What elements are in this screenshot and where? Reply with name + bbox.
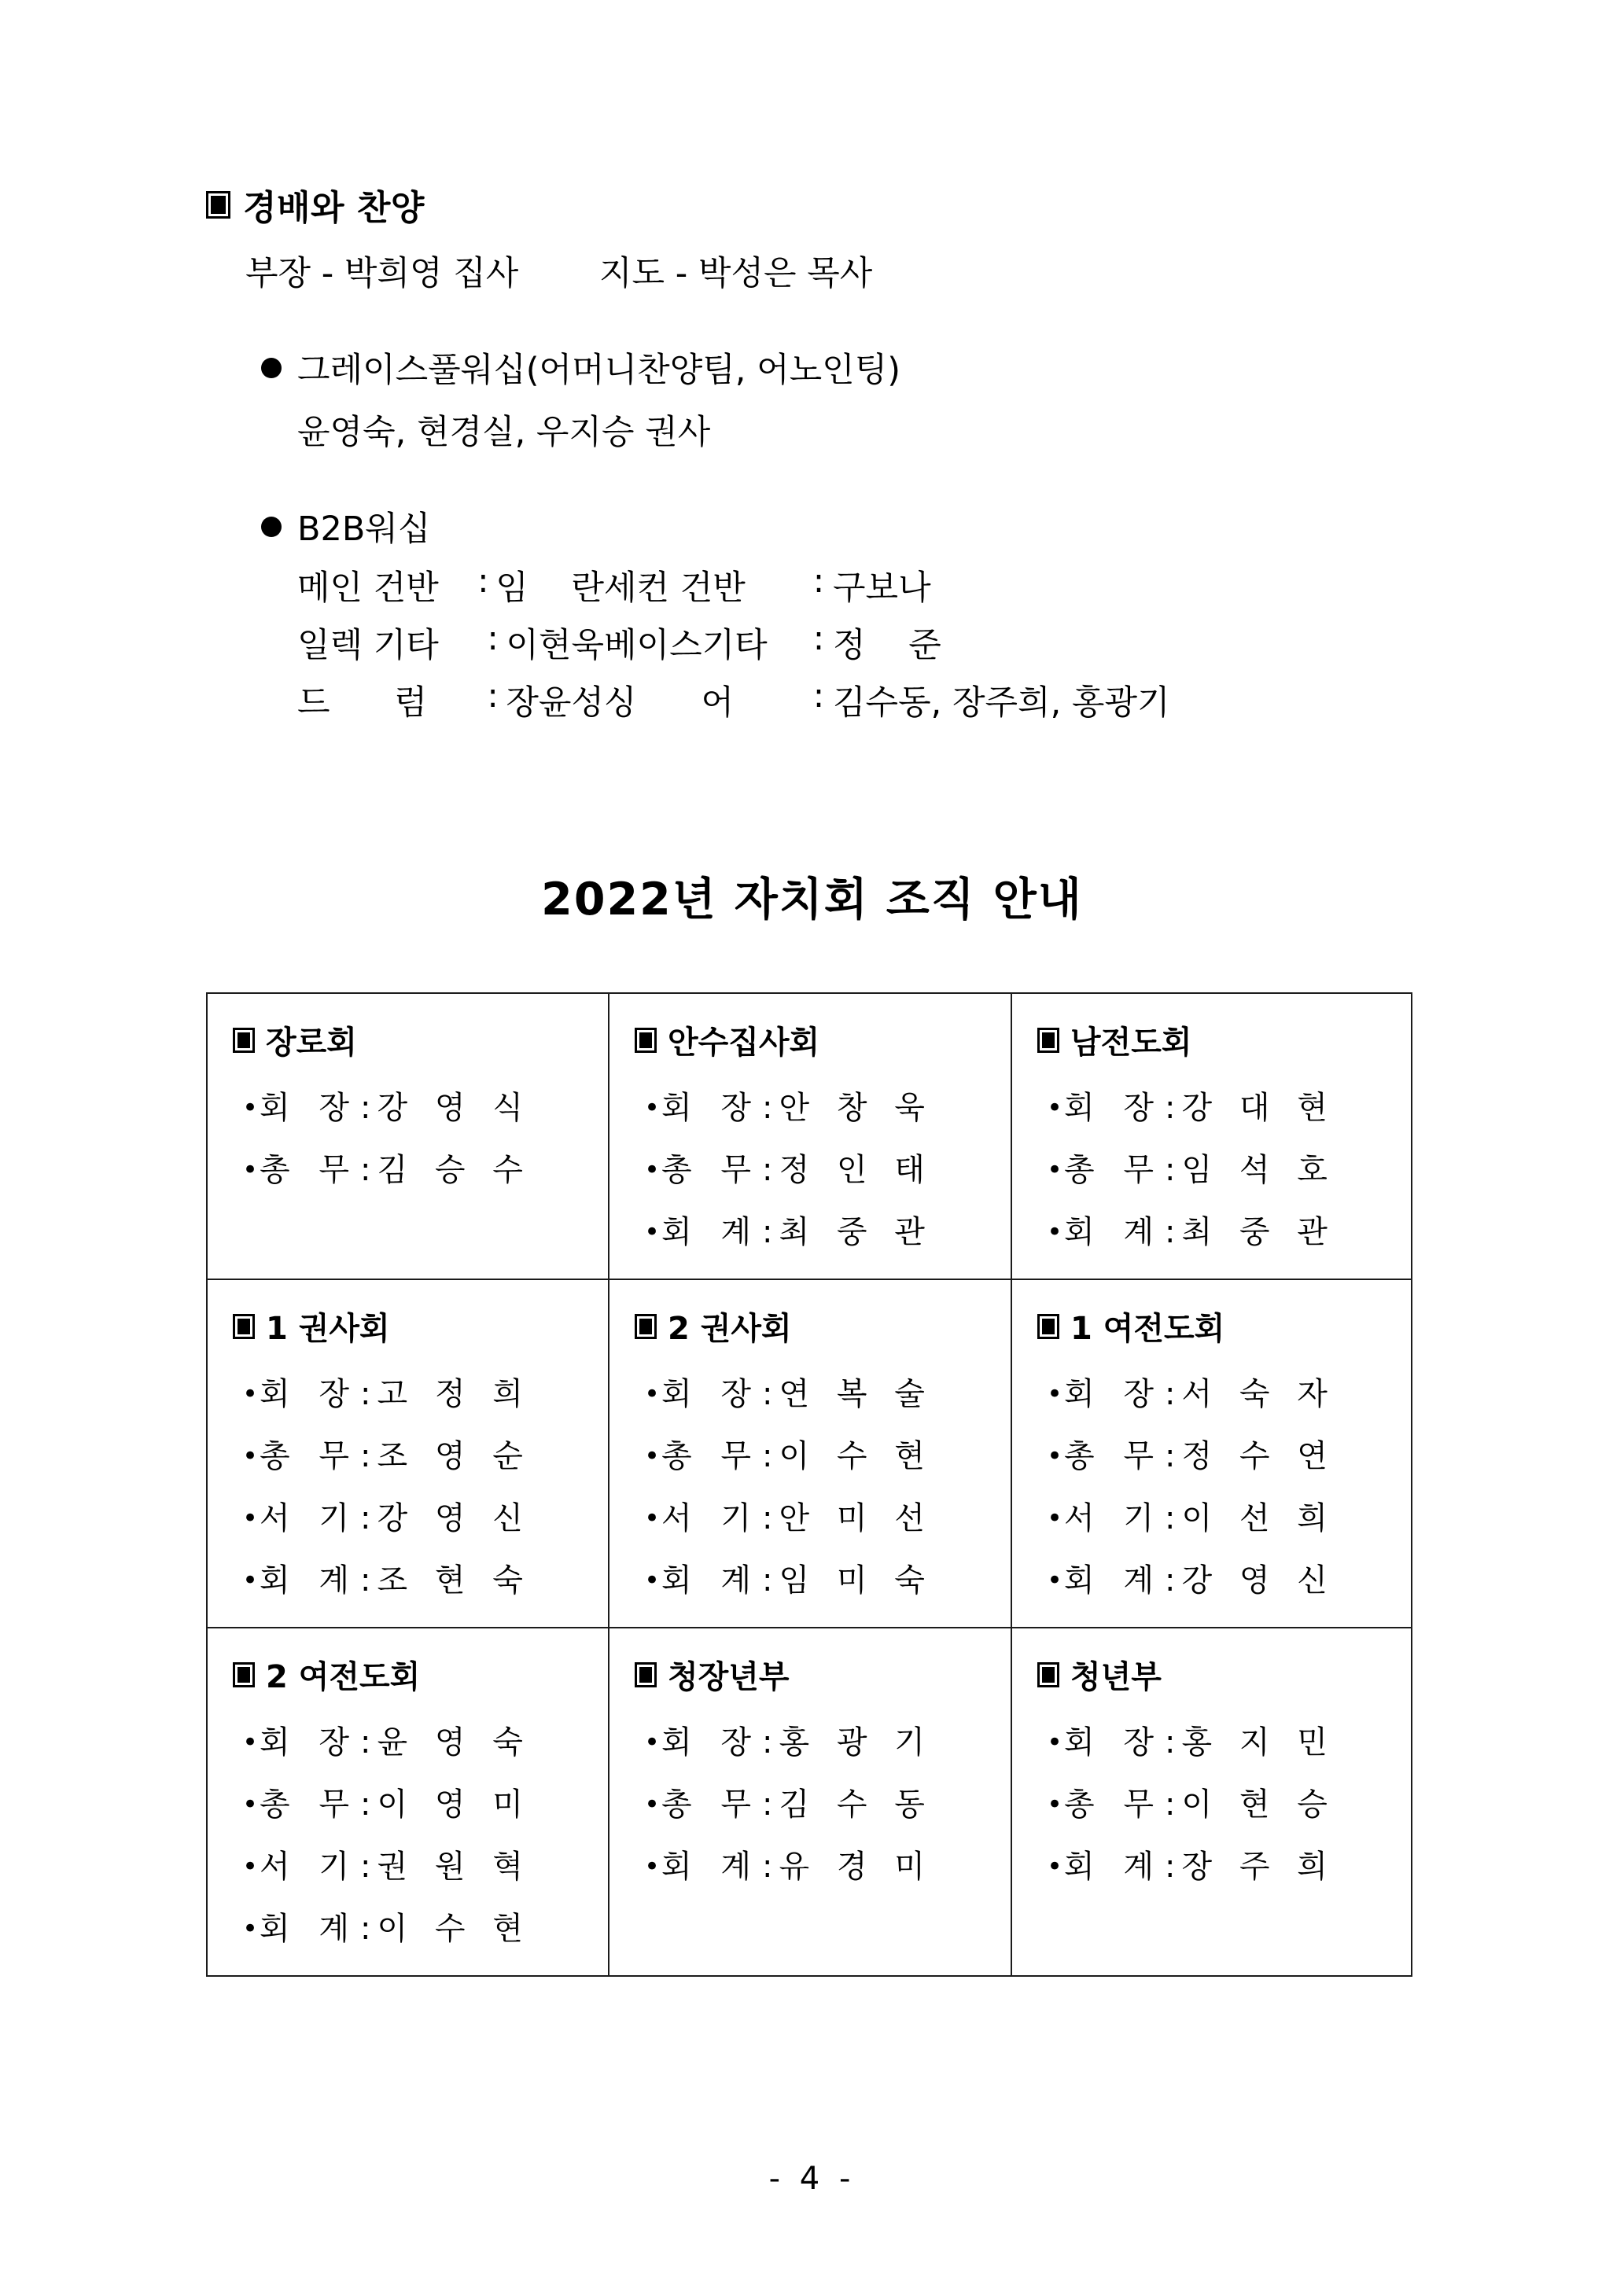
member-name: 서 숙 자	[1181, 1376, 1336, 1412]
list-item	[644, 1717, 1011, 1762]
org-cell-heading	[635, 1017, 1011, 1062]
org-cell-title: 1 권사회	[266, 1311, 390, 1347]
org-cell-jangrohoe	[207, 993, 609, 1279]
list-item	[242, 1369, 608, 1414]
member-name: 이 영 미	[377, 1786, 532, 1823]
org-cell-title: 안수집사회	[668, 1025, 820, 1061]
list-item	[242, 1842, 608, 1886]
member-name: 강 영 식	[377, 1090, 532, 1126]
member-separator: :	[1165, 1438, 1176, 1474]
list-item	[1047, 1842, 1411, 1886]
member-separator: :	[360, 1849, 371, 1885]
member-role: 총 무	[1064, 1438, 1163, 1474]
b2b-role-colon: :	[477, 561, 489, 601]
b2b-role-person: 김수동, 장주희, 홍광기	[833, 683, 1170, 723]
member-separator: :	[1165, 1786, 1176, 1823]
list-item	[242, 1779, 608, 1824]
member-separator: :	[762, 1500, 773, 1536]
bullet-dot-icon: •	[242, 1851, 259, 1882]
bullet-dot-icon: •	[1047, 1503, 1063, 1534]
org-cell-heading	[1037, 1652, 1411, 1697]
filled-square-marker-icon	[635, 1028, 657, 1053]
bullet-dot-icon: •	[1047, 1851, 1063, 1882]
b2b-role-label: 베이스기타	[604, 626, 768, 665]
member-name: 안 창 욱	[779, 1090, 934, 1126]
b2b-role-row	[297, 561, 1624, 609]
list-item	[242, 1493, 608, 1538]
b2b-role-row	[297, 619, 1624, 667]
member-separator: :	[360, 1090, 371, 1126]
worship-group-graceful-title: 그레이스풀워십(어머니찬양팀, 어노인팅)	[297, 351, 901, 390]
list-item	[1047, 1083, 1411, 1128]
member-name: 유 경 미	[779, 1849, 934, 1885]
b2b-role-main-keyboard	[297, 561, 604, 609]
member-separator: :	[1165, 1090, 1176, 1126]
bullet-dot-icon: •	[1047, 1092, 1063, 1124]
b2b-role-label: 일렉 기타	[297, 626, 439, 665]
member-role: 서 기	[260, 1849, 359, 1885]
member-separator: :	[360, 1152, 371, 1188]
member-name: 김 승 수	[377, 1152, 532, 1188]
list-item	[644, 1431, 1011, 1476]
bullet-dot-icon: •	[242, 1378, 259, 1410]
member-name: 이 수 현	[779, 1438, 934, 1474]
b2b-role-label: 드 럼	[297, 683, 428, 723]
bullet-dot-icon: •	[242, 1727, 259, 1758]
member-role: 회 계	[260, 1911, 359, 1947]
member-separator: :	[360, 1438, 371, 1474]
member-role: 회 장	[260, 1090, 359, 1126]
member-separator: :	[762, 1562, 773, 1599]
list-item	[1047, 1369, 1411, 1414]
filled-square-marker-icon	[233, 1314, 255, 1339]
member-role: 총 무	[661, 1152, 760, 1188]
member-name: 장 주 희	[1181, 1849, 1336, 1885]
member-separator: :	[762, 1376, 773, 1412]
member-separator: :	[1165, 1376, 1176, 1412]
member-role: 회 장	[1064, 1090, 1163, 1126]
bullet-dot-icon: •	[1047, 1789, 1063, 1820]
bullet-dot-icon: •	[1047, 1441, 1063, 1472]
member-name: 강 영 신	[377, 1500, 532, 1536]
org-cell-title: 청장년부	[668, 1659, 790, 1695]
bullet-dot-icon: •	[1047, 1727, 1063, 1758]
member-role: 회 계	[1064, 1849, 1163, 1885]
list-item	[242, 1431, 608, 1476]
org-member-list	[1047, 1369, 1411, 1600]
member-role: 서 기	[661, 1500, 760, 1536]
b2b-role-colon: :	[487, 676, 499, 716]
bullet-dot-icon: •	[242, 1565, 259, 1596]
org-cell-heading	[1037, 1304, 1411, 1349]
filled-square-marker-icon	[635, 1314, 657, 1339]
member-role: 회 계	[1064, 1562, 1163, 1599]
b2b-role-second-keyboard	[604, 561, 931, 609]
member-name: 홍 지 민	[1181, 1724, 1336, 1761]
worship-group-graceful-members: 윤영숙, 현경실, 우지승 권사	[297, 413, 711, 452]
filled-square-marker-icon	[233, 1662, 255, 1687]
member-role: 회 장	[661, 1724, 760, 1761]
b2b-role-electric-guitar	[297, 619, 604, 667]
org-cell-heading	[233, 1017, 608, 1062]
member-separator: :	[762, 1849, 773, 1885]
org-cell-title: 청년부	[1070, 1659, 1162, 1695]
filled-circle-bullet-icon	[261, 358, 282, 378]
org-member-list	[644, 1369, 1011, 1600]
org-cell-ansujipsahoe	[609, 993, 1011, 1279]
member-role: 회 계	[661, 1849, 760, 1885]
org-cell-2-yeojeondohoe	[207, 1628, 609, 1976]
member-name: 윤 영 숙	[377, 1724, 532, 1761]
worship-group-b2b	[0, 502, 1624, 724]
list-item	[1047, 1555, 1411, 1600]
b2b-role-row	[297, 676, 1624, 724]
worship-section-heading	[206, 179, 1624, 230]
member-name: 임 석 호	[1181, 1152, 1336, 1188]
member-role: 총 무	[661, 1438, 760, 1474]
org-cell-heading	[635, 1652, 1011, 1697]
member-name: 연 복 술	[779, 1376, 934, 1412]
worship-group-b2b-title: B2B워십	[297, 510, 431, 549]
member-role: 총 무	[260, 1786, 359, 1823]
org-cell-heading	[233, 1304, 608, 1349]
org-cell-1-yeojeondohoe	[1011, 1279, 1412, 1628]
worship-section	[0, 179, 1624, 724]
table-row	[207, 1279, 1412, 1628]
b2b-role-colon: :	[812, 619, 825, 658]
list-item	[1047, 1493, 1411, 1538]
member-name: 고 정 희	[377, 1376, 532, 1412]
member-role: 회 계	[661, 1214, 760, 1250]
bullet-dot-icon: •	[1047, 1565, 1063, 1596]
member-separator: :	[360, 1500, 371, 1536]
org-cell-title: 남전도회	[1070, 1025, 1192, 1061]
page-number-footer: - 4 -	[768, 2161, 856, 2197]
member-name: 이 선 희	[1181, 1500, 1336, 1536]
member-role: 총 무	[1064, 1786, 1163, 1823]
b2b-role-colon: :	[812, 561, 825, 601]
bullet-dot-icon: •	[242, 1913, 259, 1945]
member-name: 정 수 연	[1181, 1438, 1336, 1474]
member-separator: :	[1165, 1214, 1176, 1250]
page-title: 2022년 자치회 조직 안내	[541, 874, 1083, 926]
list-item	[644, 1145, 1011, 1190]
member-name: 김 수 동	[779, 1786, 934, 1823]
org-member-list	[1047, 1083, 1411, 1252]
list-item	[242, 1145, 608, 1190]
member-name: 홍 광 기	[779, 1724, 934, 1761]
list-item	[1047, 1717, 1411, 1762]
member-name: 권 원 혁	[377, 1849, 532, 1885]
b2b-role-person: 구보나	[833, 568, 931, 608]
member-role: 총 무	[260, 1438, 359, 1474]
bullet-dot-icon: •	[644, 1216, 661, 1248]
list-item	[242, 1555, 608, 1600]
member-separator: :	[762, 1214, 773, 1250]
org-cell-1-gwonsahoe	[207, 1279, 609, 1628]
org-cell-title: 1 여전도회	[1070, 1311, 1225, 1347]
b2b-role-drums	[297, 676, 604, 724]
list-item	[242, 1904, 608, 1948]
bullet-dot-icon: •	[644, 1789, 661, 1820]
bullet-dot-icon: •	[644, 1851, 661, 1882]
org-cell-cheongjangnyeonbu	[609, 1628, 1011, 1976]
b2b-role-label: 세컨 건반	[604, 568, 746, 608]
member-name: 이 현 승	[1181, 1786, 1336, 1823]
filled-square-marker-icon	[233, 1028, 255, 1053]
filled-circle-bullet-icon	[261, 517, 282, 537]
list-item	[1047, 1779, 1411, 1824]
member-separator: :	[762, 1152, 773, 1188]
member-name: 조 현 숙	[377, 1562, 532, 1599]
list-item	[242, 1717, 608, 1762]
b2b-role-person: 장윤성	[506, 683, 604, 723]
member-role: 총 무	[661, 1786, 760, 1823]
b2b-role-colon: :	[812, 676, 825, 716]
member-name: 임 미 숙	[779, 1562, 934, 1599]
filled-square-marker-icon	[1037, 1662, 1059, 1687]
member-separator: :	[762, 1786, 773, 1823]
table-row	[207, 1628, 1412, 1976]
member-role: 회 계	[260, 1562, 359, 1599]
member-name: 이 수 현	[377, 1911, 532, 1947]
member-role: 서 기	[1064, 1500, 1163, 1536]
member-separator: :	[360, 1786, 371, 1823]
list-item	[644, 1083, 1011, 1128]
member-role: 회 계	[661, 1562, 760, 1599]
list-item	[1047, 1431, 1411, 1476]
member-role: 회 장	[260, 1724, 359, 1761]
b2b-role-bass-guitar	[604, 619, 941, 667]
member-name: 강 영 신	[1181, 1562, 1336, 1599]
b2b-roles-list	[297, 561, 1624, 724]
bullet-dot-icon: •	[1047, 1216, 1063, 1248]
member-separator: :	[1165, 1152, 1176, 1188]
list-item	[644, 1369, 1011, 1414]
worship-leadership-line	[245, 247, 1624, 295]
b2b-role-person: 임 란	[495, 568, 604, 608]
b2b-role-label: 메인 건반	[297, 568, 439, 608]
list-item	[644, 1555, 1011, 1600]
bullet-dot-icon: •	[644, 1441, 661, 1472]
bullet-dot-icon: •	[1047, 1378, 1063, 1410]
org-cell-2-gwonsahoe	[609, 1279, 1011, 1628]
bullet-dot-icon: •	[644, 1503, 661, 1534]
bullet-dot-icon: •	[242, 1154, 259, 1186]
list-item	[1047, 1207, 1411, 1252]
bullet-dot-icon: •	[1047, 1154, 1063, 1186]
bullet-dot-icon: •	[242, 1092, 259, 1124]
member-separator: :	[360, 1911, 371, 1947]
b2b-role-label: 싱 어	[604, 683, 735, 723]
org-cell-cheongnyeonbu	[1011, 1628, 1412, 1976]
list-item	[644, 1207, 1011, 1252]
member-role: 회 장	[661, 1090, 760, 1126]
org-cell-title: 장로회	[266, 1025, 357, 1061]
member-separator: :	[762, 1090, 773, 1126]
member-separator: :	[360, 1562, 371, 1599]
bullet-dot-icon: •	[242, 1789, 259, 1820]
member-name: 안 미 선	[779, 1500, 934, 1536]
member-name: 정 인 태	[779, 1152, 934, 1188]
org-member-list	[242, 1717, 608, 1948]
member-separator: :	[1165, 1849, 1176, 1885]
member-separator: :	[1165, 1562, 1176, 1599]
member-separator: :	[762, 1438, 773, 1474]
member-role: 서 기	[260, 1500, 359, 1536]
member-role: 회 계	[1064, 1214, 1163, 1250]
org-cell-heading	[233, 1652, 608, 1697]
table-row	[207, 993, 1412, 1279]
org-member-list	[242, 1083, 608, 1190]
bullet-dot-icon: •	[644, 1727, 661, 1758]
filled-square-marker-icon	[635, 1662, 657, 1687]
list-item	[644, 1779, 1011, 1824]
member-separator: :	[1165, 1500, 1176, 1536]
member-role: 회 장	[1064, 1376, 1163, 1412]
member-name: 강 대 현	[1181, 1090, 1336, 1126]
member-name: 최 중 관	[779, 1214, 934, 1250]
member-separator: :	[360, 1724, 371, 1761]
member-name: 조 영 순	[377, 1438, 532, 1474]
worship-director-label: 부장 - 박희영 집사	[245, 254, 519, 293]
list-item	[1047, 1145, 1411, 1190]
org-cell-title: 2 권사회	[668, 1311, 792, 1347]
member-role: 회 장	[1064, 1724, 1163, 1761]
list-item	[242, 1083, 608, 1128]
member-name: 최 중 관	[1181, 1214, 1336, 1250]
org-cell-heading	[635, 1304, 1011, 1349]
bullet-dot-icon: •	[644, 1092, 661, 1124]
member-role: 총 무	[1064, 1152, 1163, 1188]
bullet-dot-icon: •	[242, 1441, 259, 1472]
member-separator: :	[360, 1376, 371, 1412]
b2b-role-person: 정 준	[833, 626, 941, 665]
b2b-role-person: 이현욱	[506, 626, 604, 665]
org-member-list	[1047, 1717, 1411, 1886]
org-member-list	[242, 1369, 608, 1600]
member-separator: :	[762, 1724, 773, 1761]
org-cell-title: 2 여전도회	[266, 1659, 421, 1695]
worship-group-graceful-heading	[261, 344, 1624, 392]
org-member-list	[644, 1083, 1011, 1252]
list-item	[644, 1493, 1011, 1538]
worship-heading-label: 경배와 찬양	[243, 188, 425, 228]
worship-group-b2b-heading	[261, 502, 1624, 550]
member-role: 회 장	[661, 1376, 760, 1412]
bullet-dot-icon: •	[644, 1378, 661, 1410]
org-member-list	[644, 1717, 1011, 1886]
filled-square-marker-icon	[1037, 1314, 1059, 1339]
list-item	[644, 1842, 1011, 1886]
member-role: 총 무	[260, 1152, 359, 1188]
b2b-role-singers	[604, 676, 1170, 724]
member-separator: :	[1165, 1724, 1176, 1761]
worship-advisor-label: 지도 - 박성은 목사	[599, 254, 873, 293]
organization-table	[206, 992, 1412, 1977]
org-cell-heading	[1037, 1017, 1411, 1062]
filled-square-marker-icon	[1037, 1028, 1059, 1053]
worship-group-graceful	[0, 344, 1624, 454]
bullet-dot-icon: •	[644, 1565, 661, 1596]
org-cell-namjeondohoe	[1011, 993, 1412, 1279]
filled-square-marker-icon	[206, 191, 230, 219]
b2b-role-colon: :	[487, 619, 499, 658]
bullet-dot-icon: •	[644, 1154, 661, 1186]
member-role: 회 장	[260, 1376, 359, 1412]
bullet-dot-icon: •	[242, 1503, 259, 1534]
